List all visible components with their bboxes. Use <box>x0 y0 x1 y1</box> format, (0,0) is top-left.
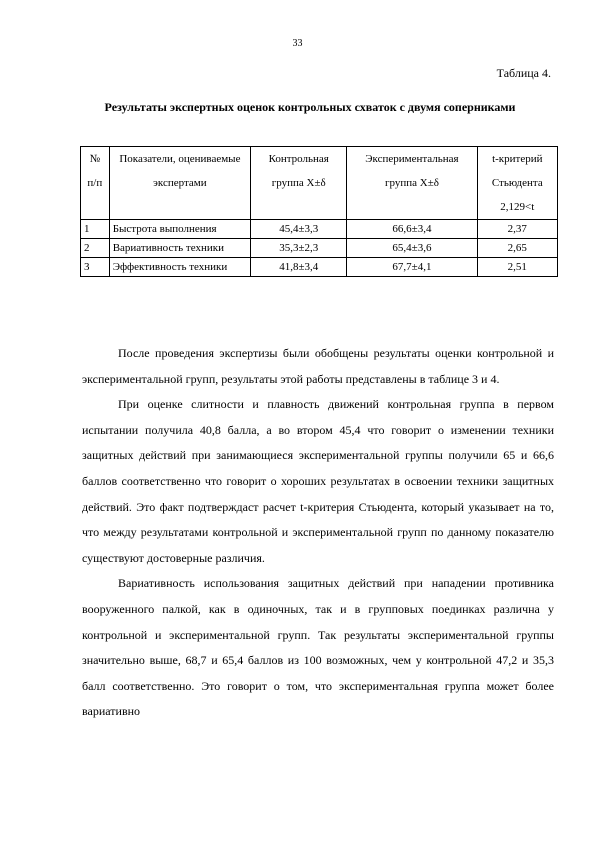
cell-control: 45,4±3,3 <box>251 220 347 239</box>
page-number: 33 <box>292 38 303 49</box>
paragraph: При оценке слитности и плавность движений контрольная группа в первом испытании получила 40,8 балла, а во втором 45,4 что говорит о изменении техники защитных действий при занимающиеся экспериментальной группы получили 65 и 66,6 баллов соответственно что говорит о хороших результатах в освоении техники защитных действий. Это факт подтверждаст расчет t-критерия Стьюдента, который указывает на то, что между результатами контрольной и экспериментальной групп по данному показателю существуют достоверные различия. <box>82 397 554 565</box>
header-experimental-group: Экспериментальная группа X±δ <box>347 147 477 220</box>
table-row <box>81 239 558 258</box>
cell-indicator: Быстрота выполнения <box>109 220 250 239</box>
table-label: Таблица 4. <box>496 66 551 80</box>
table-title: Результаты экспертных оценок контрольных схваток с двумя соперниками <box>104 100 516 114</box>
header-control-group: Контрольная группа X±δ <box>251 147 347 220</box>
header-number: № п/п <box>81 147 110 220</box>
header-t-criterion: t-критерий Стьюдента 2,129<t <box>477 147 557 220</box>
body-text <box>82 341 554 725</box>
cell-experimental: 66,6±3,4 <box>347 220 477 239</box>
cell-control: 35,3±2,3 <box>251 239 347 258</box>
cell-indicator: Эффективность техники <box>109 258 250 277</box>
cell-number: 2 <box>81 239 110 258</box>
cell-number: 3 <box>81 258 110 277</box>
table-header-row <box>81 147 558 220</box>
cell-t-value: 2,51 <box>477 258 557 277</box>
cell-t-value: 2,65 <box>477 239 557 258</box>
table-row <box>81 258 558 277</box>
results-table <box>80 146 558 277</box>
cell-experimental: 65,4±3,6 <box>347 239 477 258</box>
cell-experimental: 67,7±4,1 <box>347 258 477 277</box>
cell-control: 41,8±3,4 <box>251 258 347 277</box>
cell-t-value: 2,37 <box>477 220 557 239</box>
paragraph: После проведения экспертизы были обобщены результаты оценки контрольной и экспериментальной групп, результаты этой работы представлены в таблице 3 и 4. <box>82 346 554 386</box>
cell-number: 1 <box>81 220 110 239</box>
paragraph: Вариативность использования защитных действий при нападении противника вооруженного палкой, как в одиночных, так и в групповых поединках различна у контрольной и экспериментальной групп. Так результаты экспериментальной группы значительно выше, 68,7 и 65,4 баллов из 100 возможных, чем у контрольной 47,2 и 35,3 балл соответственно. Это говорит о том, что экспериментальная группа может более вариативно <box>82 576 554 719</box>
cell-indicator: Вариативность техники <box>109 239 250 258</box>
header-indicators: Показатели, оцениваемые экспертами <box>109 147 250 220</box>
table-row <box>81 220 558 239</box>
